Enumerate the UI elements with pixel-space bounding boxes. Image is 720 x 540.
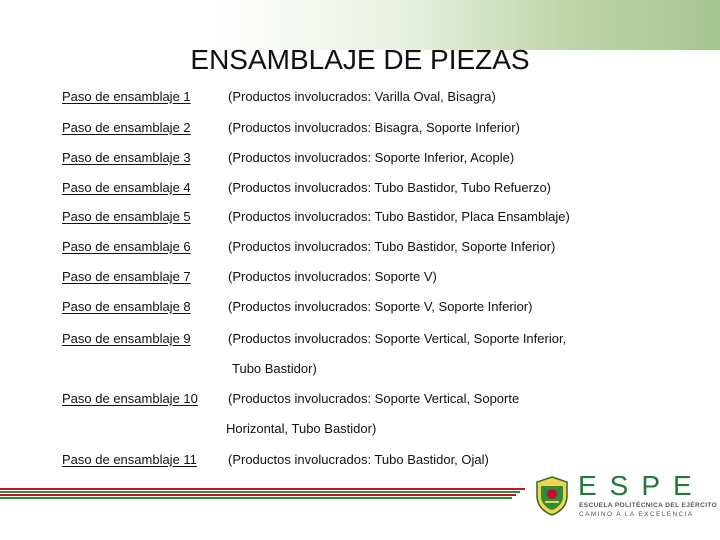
step-link-1[interactable]: Paso de ensamblaje 1 xyxy=(62,89,191,104)
step-link-6[interactable]: Paso de ensamblaje 6 xyxy=(62,239,191,254)
step-detail-9-continuation: Tubo Bastidor) xyxy=(232,361,317,376)
step-link-11[interactable]: Paso de ensamblaje 11 xyxy=(62,452,197,467)
step-row-9 xyxy=(62,331,191,346)
step-detail-3: (Productos involucrados: Soporte Inferior, Acople) xyxy=(228,150,515,165)
step-link-10[interactable]: Paso de ensamblaje 10 xyxy=(62,391,198,406)
step-link-3[interactable]: Paso de ensamblaje 3 xyxy=(62,150,191,165)
step-detail-5: (Productos involucrados: Tubo Bastidor, Placa Ensamblaje) xyxy=(228,209,570,224)
step-detail-11: (Productos involucrados: Tubo Bastidor, Ojal) xyxy=(228,452,489,467)
step-row-1 xyxy=(62,89,191,104)
footer-stripe-green-2 xyxy=(0,497,512,499)
step-detail-2: (Productos involucrados: Bisagra, Soporte Inferior) xyxy=(228,120,520,135)
step-detail-4: (Productos involucrados: Tubo Bastidor, Tubo Refuerzo) xyxy=(228,180,552,195)
step-row-6 xyxy=(62,239,191,254)
step-detail-7: (Productos involucrados: Soporte V) xyxy=(228,269,437,284)
step-link-5[interactable]: Paso de ensamblaje 5 xyxy=(62,209,191,224)
step-row-11 xyxy=(62,452,197,467)
step-link-9[interactable]: Paso de ensamblaje 9 xyxy=(62,331,191,346)
espe-logo-letters: ESPE xyxy=(578,470,705,501)
step-row-7 xyxy=(62,269,191,284)
step-link-8[interactable]: Paso de ensamblaje 8 xyxy=(62,299,191,314)
footer-stripe-red-1 xyxy=(0,488,525,490)
espe-logo-motto: CAMINO A LA EXCELENCIA xyxy=(579,511,694,518)
step-link-4[interactable]: Paso de ensamblaje 4 xyxy=(62,180,191,195)
footer-stripe-green-1 xyxy=(0,491,520,493)
header-gradient-band xyxy=(0,0,720,50)
step-row-10 xyxy=(62,391,198,406)
espe-seal-icon xyxy=(535,476,569,516)
step-detail-10: (Productos involucrados: Soporte Vertical, Soporte xyxy=(228,391,520,406)
step-detail-9: (Productos involucrados: Soporte Vertical, Soporte Inferior, xyxy=(228,331,567,346)
espe-logo-name: ESCUELA POLITÉCNICA DEL EJÉRCITO xyxy=(579,502,718,509)
step-link-2[interactable]: Paso de ensamblaje 2 xyxy=(62,120,191,135)
step-row-8 xyxy=(62,299,191,314)
step-detail-1: (Productos involucrados: Varilla Oval, Bisagra) xyxy=(228,89,496,104)
step-row-5 xyxy=(62,209,191,224)
step-row-3 xyxy=(62,150,191,165)
step-detail-10-continuation: Horizontal, Tubo Bastidor) xyxy=(226,421,377,436)
step-detail-6: (Productos involucrados: Tubo Bastidor, Soporte Inferior) xyxy=(228,239,556,254)
step-link-7[interactable]: Paso de ensamblaje 7 xyxy=(62,269,191,284)
step-row-4 xyxy=(62,180,191,195)
step-detail-8: (Productos involucrados: Soporte V, Soporte Inferior) xyxy=(228,299,533,314)
step-row-2 xyxy=(62,120,191,135)
footer-stripe-red-2 xyxy=(0,494,516,496)
page-title: ENSAMBLAJE DE PIEZAS xyxy=(190,44,530,75)
